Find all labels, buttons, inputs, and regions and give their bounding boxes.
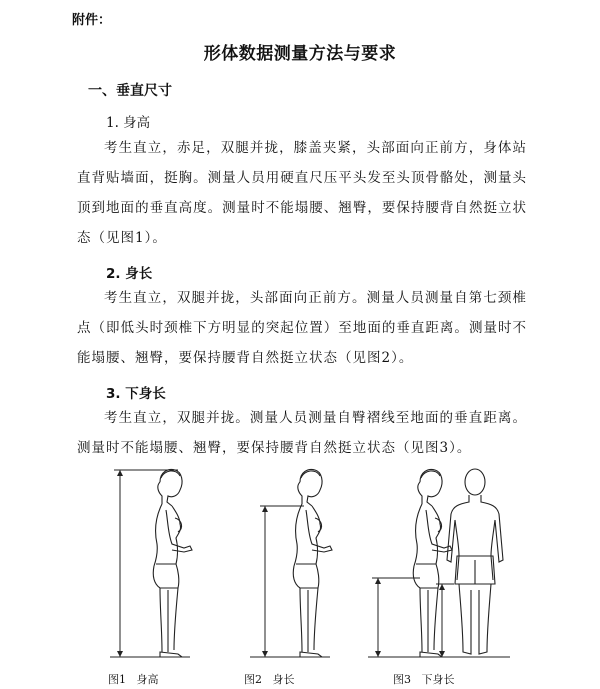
measurement-figures: [90, 460, 530, 665]
item-heading-height: 1. 身高: [106, 115, 151, 131]
figure-label: 身长: [272, 673, 295, 686]
figure-number: 图3: [393, 673, 411, 686]
figure-number: 图2: [244, 673, 262, 686]
section-heading-vertical: 一、垂直尺寸: [88, 83, 172, 99]
figure-number: 图1: [108, 673, 126, 686]
paragraph-height: 考生直立，赤足，双腿并拢，膝盖夹紧，头部面向正前方，身体站直背贴墙面，挺胸。测量人员用硬直尺压平头发至头顶骨骼处，测量头顶到地面的垂直高度。测量时不能塌腰、翘臀，要保持腰背自然挺立状态（见图1）。: [77, 140, 527, 246]
attachment-label: 附件：: [72, 13, 112, 28]
item-heading-lower-body: 3. 下身长: [106, 386, 166, 402]
figure-caption-3: [393, 671, 455, 687]
paragraph-lower-body: 考生直立，双腿并拢。测量人员测量自臀褶线至地面的垂直距离。测量时不能塌腰、翘臀，要保持腰背自然挺立状态（见图3）。: [77, 410, 527, 456]
item-heading-body-length: 2. 身长: [106, 266, 153, 282]
figure-label: 下身长: [421, 673, 455, 686]
figure-label: 身高: [136, 673, 159, 686]
figure-caption-2: [244, 671, 295, 687]
paragraph-body-length: 考生直立，双腿并拢，头部面向正前方。测量人员测量自第七颈椎点（即低头时颈椎下方明显的突起位置）至地面的垂直距离。测量时不能塌腰、翘臀，要保持腰背自然挺立状态（见图2）。: [77, 290, 527, 366]
page-title: 形体数据测量方法与要求: [203, 44, 397, 64]
figure-caption-1: [108, 671, 159, 687]
